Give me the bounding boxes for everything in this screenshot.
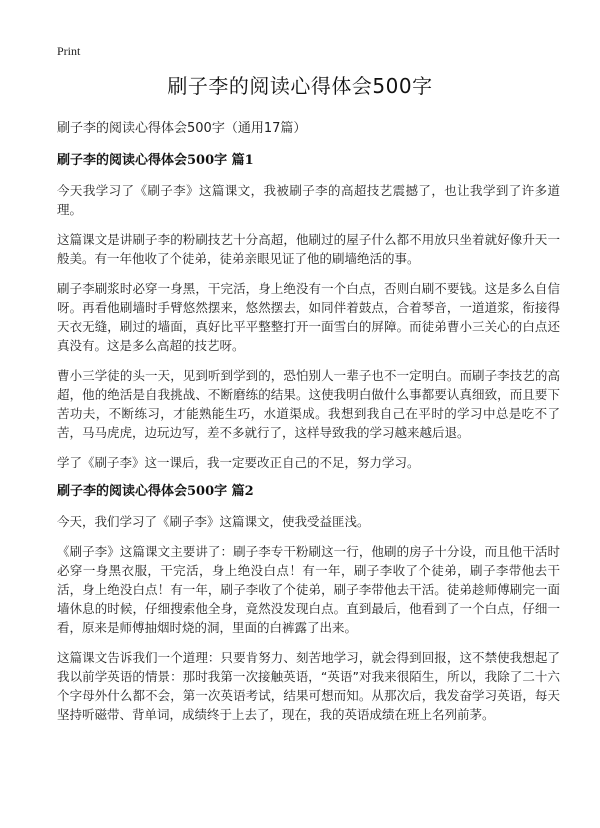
paragraph: 这篇课文是讲刷子李的粉刷技艺十分高超，他刷过的屋子什么都不用放只坐着就好像升天一般美。有一年他收了个徒弟，徒弟亲眼见证了他的刷墙绝活的事。	[57, 232, 560, 266]
print-link[interactable]: Print	[57, 44, 81, 58]
page-title: 刷子李的阅读心得体会500字	[167, 74, 433, 98]
paragraph: 这篇课文告诉我们一个道理：只要肯努力、刻苦地学习，就会得到回报，这不禁使我想起了我以前学英语的情景：那时我第一次接触英语，“英语”对我来很陌生，所以，我除了二十六个字母外什么都不会，第一次英语考试，结果可想而知。从那次后，我发奋学习英语，每天坚持听磁带、背单词，成绩终于上去了，现在，我的英语成绩在班上名列前茅。	[57, 650, 560, 722]
article-section-1	[57, 152, 560, 472]
paragraph: 曹小三学徒的头一天，见到听到学到的，恐怕别人一辈子也不一定明白。而刷子李技艺的高超，他的绝活是自我挑战、不断磨练的结果。这使我明白做什么事都要认真细致，而且要下苦功夫，不断练习，才能熟能生巧，水道渠成。我想到我自己在平时的学习中总是吃不了苦，马马虎虎，边玩边写，差不多就行了，这样导致我的学习越来越后退。	[57, 368, 560, 440]
article-section-2	[57, 483, 560, 724]
article-subtitle: 刷子李的阅读心得体会500字（通用17篇）	[57, 121, 307, 136]
paragraph: 今天我学习了《刷子李》这篇课文，我被刷子李的高超技艺震撼了，也让我学到了许多道理。	[57, 183, 560, 217]
section-heading: 刷子李的阅读心得体会500字 篇2	[57, 484, 254, 499]
paragraph: 刷子李刷浆时必穿一身黑，干完活，身上绝没有一个白点，否则白刷不要钱。这是多么自信呀。再看他刷墙时手臂悠然摆来，悠然摆去，如同伴着鼓点，合着琴音，一道道浆，衔接得天衣无缝，刷过的墙面，真好比平平整整打开一面雪白的屏障。而徒弟曹小三关心的白点还真没有。这是多么高超的技艺呀。	[57, 281, 560, 353]
article-body	[57, 120, 560, 735]
section-heading: 刷子李的阅读心得体会500字 篇1	[57, 153, 254, 168]
paragraph: 学了《刷子李》这一课后，我一定要改正自己的不足，努力学习。	[57, 455, 420, 470]
paragraph: 《刷子李》这篇课文主要讲了：刷子李专干粉刷这一行，他刷的房子十分设，而且他干活时必穿一身黑衣服，干完活，身上绝没白点！有一年，刷子李收了个徒弟，刷子李带他去干活，身上绝没白点！有一年，刷子李收了个徒弟，刷子李带他去干活。徒弟趁师傅刷完一面墙休息的时候，仔细搜索他全身，竟然没发现白点。直到最后，他看到了一个白点，仔细一看，原来是师傅抽烟时烧的洞，里面的白裤露了出来。	[57, 544, 560, 635]
paragraph: 今天，我们学习了《刷子李》这篇课文，使我受益匪浅。	[57, 514, 370, 529]
